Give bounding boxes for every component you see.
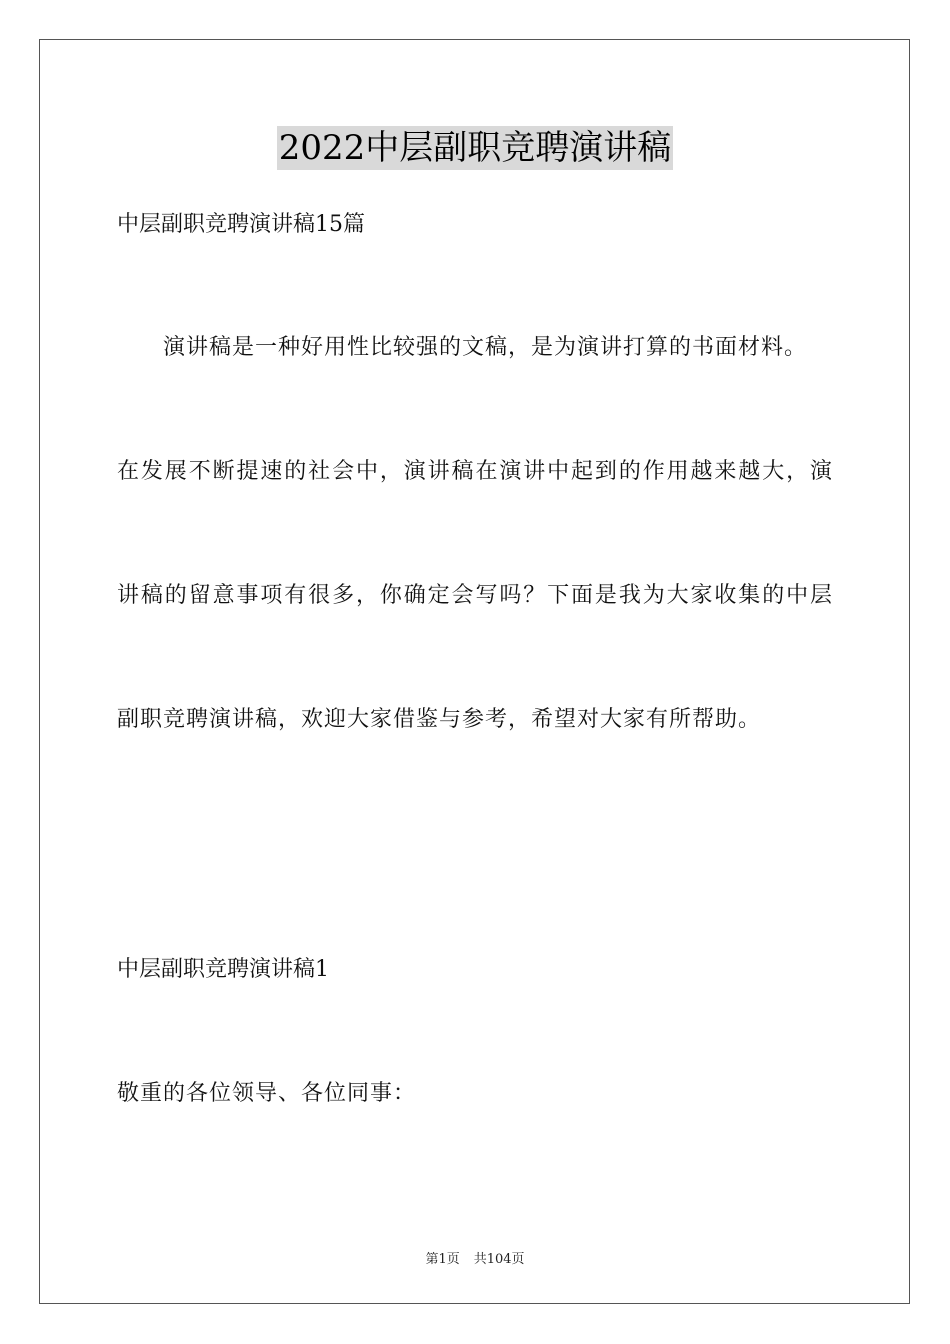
document-title: 2022中层副职竞聘演讲稿 — [278, 128, 672, 168]
salutation: 敬重的各位领导、各位同事： — [117, 1081, 417, 1106]
intro-line-4: 副职竞聘演讲稿，欢迎大家借鉴与参考，希望对大家有所帮助。 — [117, 707, 762, 732]
section-heading: 中层副职竞聘演讲稿1 — [117, 957, 329, 982]
page-total: 共104页 — [473, 1252, 525, 1267]
document-subtitle: 中层副职竞聘演讲稿15篇 — [117, 212, 365, 237]
page-footer — [0, 1248, 950, 1267]
title-container — [0, 126, 950, 170]
intro-line-2: 在发展不断提速的社会中，演讲稿在演讲中起到的作用越来越大，演 — [117, 459, 833, 484]
intro-line-3: 讲稿的留意事项有很多，你确定会写吗？下面是我为大家收集的中层 — [117, 583, 833, 608]
page-number: 第1页 — [425, 1252, 460, 1267]
intro-line-1: 演讲稿是一种好用性比较强的文稿，是为演讲打算的书面材料。 — [163, 335, 808, 360]
